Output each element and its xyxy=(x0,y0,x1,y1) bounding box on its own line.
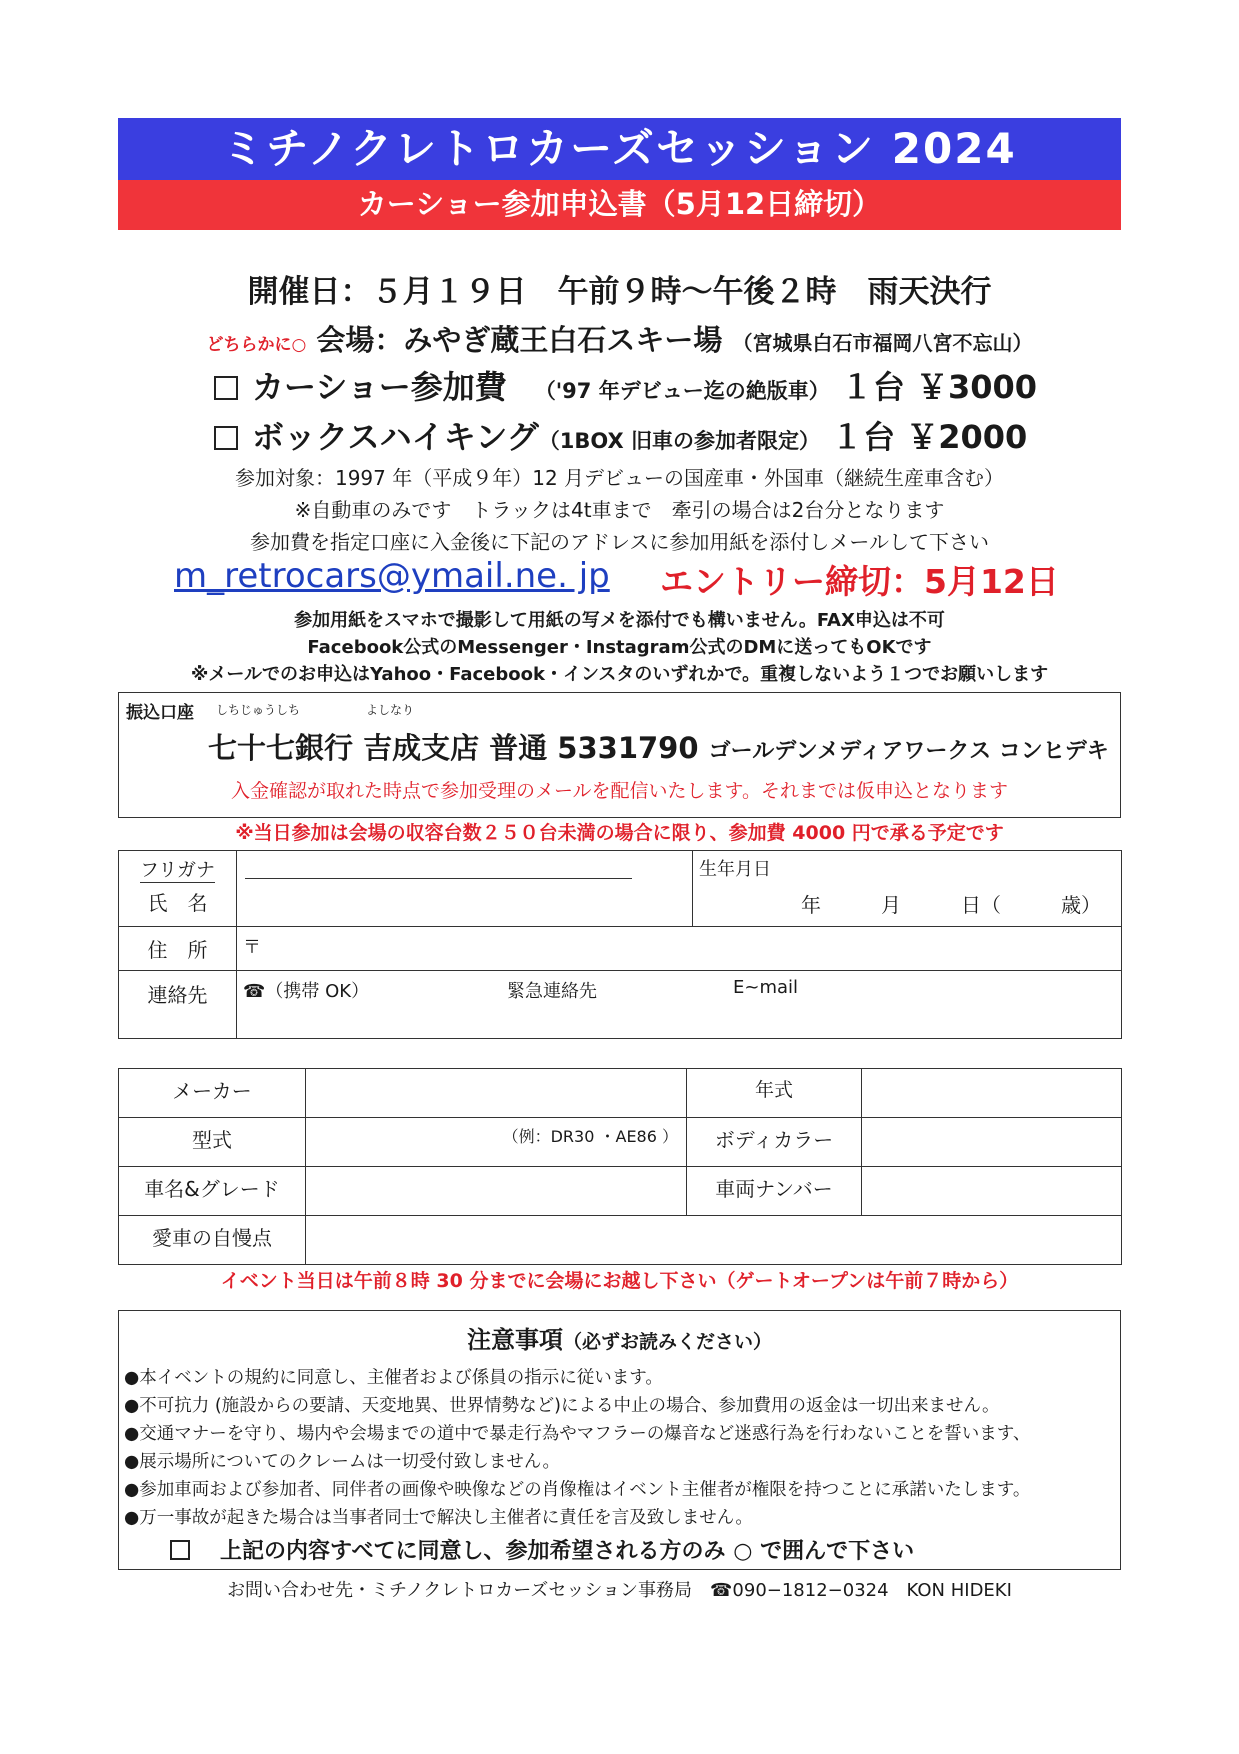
bank-account xyxy=(208,726,1109,767)
bank-ruby-branch: よしなり xyxy=(366,703,415,717)
event-title: ミチノクレトロカーズセッション 2024 xyxy=(222,124,1017,173)
arrival-caution: イベント当日は午前８時 30 分までに会場にお越し下さい（ゲートオープンは午前７時から） xyxy=(220,1270,1019,1292)
car-name-input-cell[interactable] xyxy=(306,1167,687,1216)
fee-carshow-checkbox[interactable] xyxy=(214,376,238,400)
furigana-input-line[interactable] xyxy=(245,865,632,879)
duplicate-note: ※メールでのお申込はYahoo・Facebook・インスタのいずれかで。重複しないよう１つでお願いします xyxy=(190,664,1049,685)
vehicle-note: ※自動車のみです トラックは4t車まで 牽引の場合は2台分となります xyxy=(294,498,945,522)
fee-note: （'97 年デビュー迄の絶版車） xyxy=(534,379,830,403)
contact-input-cell[interactable] xyxy=(237,971,1122,1039)
notice-heading: 注意事項 xyxy=(466,1326,563,1354)
entry-deadline: エントリー締切：5月12日 xyxy=(660,562,1059,601)
plate-label: 車両ナンバー xyxy=(687,1167,862,1216)
notice-item: ●参加車両および参加者、同伴者の画像や映像などの肖像権はイベント主催者が権限を持つことに承諾いたします。 xyxy=(124,1480,1031,1500)
notice-title xyxy=(118,1320,1121,1355)
notice-item: ●万一事故が起きた場合は当事者同士で解決し主催者に責任を言及致しません。 xyxy=(124,1508,753,1528)
agreement-text: 上記の内容すべてに同意し、参加希望される方のみ ○ で囲んで下さい xyxy=(220,1539,915,1564)
eligibility-note: 参加対象：1997 年（平成９年）12 月デビューの国産車・外国車（継続生産車含む） xyxy=(234,466,1005,490)
model-example: （例：DR30 ・AE86 ） xyxy=(502,1127,678,1146)
emergency-contact-label: 緊急連絡先 xyxy=(507,981,597,1002)
venue-name: 会場：みやぎ蔵王白石スキー場 xyxy=(316,323,723,357)
maker-label: メーカー xyxy=(119,1069,306,1118)
fee-boxhiking xyxy=(214,412,1027,458)
payment-note: 参加費を指定口座に入金後に下記のアドレスに参加用紙を添付しメールして下さい xyxy=(250,530,989,554)
body-color-label: ボディカラー xyxy=(687,1118,862,1167)
notice-item: ●本イベントの規約に同意し、主催者および係員の指示に従います。 xyxy=(124,1368,663,1388)
phone-label: ☎（携帯 OK） xyxy=(243,981,370,1002)
venue-choice-note: どちらかに○ xyxy=(206,335,307,355)
maker-input-cell[interactable] xyxy=(306,1069,687,1118)
notice-item: ●交通マナーを守り、場内や会場までの道中で暴走行為やマフラーの爆音など迷惑行為を行わないことを誓います、 xyxy=(124,1424,1031,1444)
birthday-fields: 年 月 日（ 歳） xyxy=(801,893,1101,917)
name-label-cell xyxy=(119,851,237,927)
fee-label: カーショー参加費 xyxy=(252,368,507,406)
agreement-line xyxy=(170,1534,914,1565)
bank-account-holder: ゴールデンメディアワークス コンヒデキ xyxy=(708,739,1109,764)
fee-carshow xyxy=(214,362,1037,408)
contact-footer: お問い合わせ先・ミチノクレトロカーズセッション事務局 ☎090−1812−0324 KON HIDEKI xyxy=(227,1580,1012,1601)
pride-label: 愛車の自慢点 xyxy=(119,1216,306,1265)
year-input-cell[interactable] xyxy=(862,1069,1122,1118)
fee-price: １台 ￥2000 xyxy=(831,418,1028,456)
plate-input-cell[interactable] xyxy=(862,1167,1122,1216)
postal-mark: 〒 xyxy=(243,937,261,958)
form-subtitle: カーショー参加申込書（5月12日締切） xyxy=(357,187,882,221)
email-label: E~mail xyxy=(733,977,799,998)
contact-email-link[interactable]: m_retrocars@ymail.ne. jp xyxy=(174,556,610,596)
photo-note: 参加用紙をスマホで撮影して用紙の写メを添付でも構いません。FAX申込は不可 xyxy=(294,610,945,631)
birthday-label: 生年月日 xyxy=(699,859,771,880)
bank-account-number: 七十七銀行 吉成支店 普通 5331790 xyxy=(208,731,699,765)
car-name-label: 車名&グレード xyxy=(119,1167,306,1216)
bank-ruby-bank: しちじゅうしち xyxy=(216,703,301,717)
vehicle-info-table xyxy=(118,1068,1122,1265)
notice-item: ●不可抗力 (施設からの要請、天変地異、世界情勢など)による中止の場合、参加費用の返金は一切出来ません。 xyxy=(124,1396,1000,1416)
furigana-label: フリガナ xyxy=(140,855,215,883)
address-label: 住 所 xyxy=(119,927,237,971)
address-input-cell[interactable] xyxy=(237,927,1122,971)
pride-input-cell[interactable] xyxy=(306,1216,1122,1265)
personal-info-table xyxy=(118,850,1122,1039)
birthday-cell[interactable] xyxy=(693,851,1122,927)
sns-note: Facebook公式のMessenger・Instagram公式のDMに送ってもOKです xyxy=(307,637,932,658)
name-input-cell[interactable] xyxy=(237,851,693,927)
model-input-cell[interactable] xyxy=(306,1118,687,1167)
same-day-note: ※当日参加は会場の収容台数２５０台未満の場合に限り、参加費 4000 円で承る予定です xyxy=(235,822,1004,844)
model-label: 型式 xyxy=(119,1118,306,1167)
notice-heading-sub: （必ずお読みください） xyxy=(562,1331,772,1353)
fee-price: １台 ￥3000 xyxy=(840,368,1038,406)
bank-label: 振込口座 xyxy=(126,703,194,723)
event-date: 開催日：５月１９日 午前９時〜午後２時 雨天決行 xyxy=(247,274,992,310)
bank-confirmation-note: 入金確認が取れた時点で参加受理のメールを配信いたします。それまでは仮申込となります xyxy=(230,780,1009,802)
contact-label: 連絡先 xyxy=(119,971,237,1039)
fee-boxhiking-checkbox[interactable] xyxy=(214,426,238,450)
notice-item: ●展示場所についてのクレームは一切受付致しません。 xyxy=(124,1452,560,1472)
year-label: 年式 xyxy=(687,1069,862,1118)
fee-note: （1BOX 旧車の参加者限定） xyxy=(538,429,820,453)
event-venue xyxy=(118,318,1121,359)
venue-address: （宮城県白石市福岡八宮不忘山） xyxy=(732,331,1033,355)
name-label: 氏 名 xyxy=(147,891,208,915)
body-color-input-cell[interactable] xyxy=(862,1118,1122,1167)
agreement-checkbox[interactable] xyxy=(170,1540,190,1560)
fee-label: ボックスハイキング xyxy=(252,418,539,456)
